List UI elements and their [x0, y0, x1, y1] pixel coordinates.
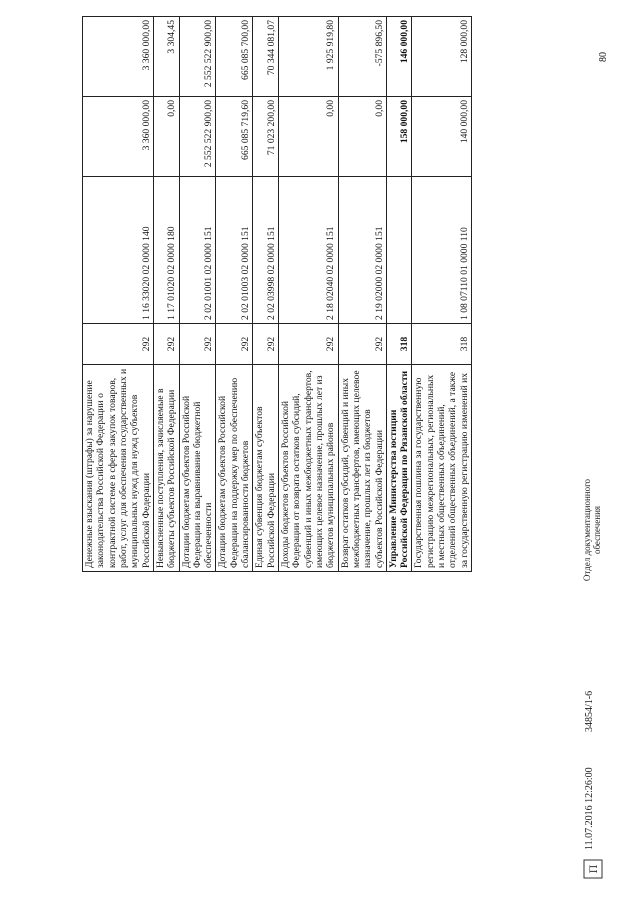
registration-stamp-icon	[582, 858, 607, 880]
admin-code-cell: 292	[253, 324, 279, 365]
table-row	[279, 17, 339, 572]
page-footer	[582, 480, 632, 880]
planned-value-cell: 0,00	[279, 97, 339, 177]
revenue-table	[82, 16, 472, 572]
document-id: 34854/1-6	[584, 690, 595, 732]
row-name-cell: Управление Министерства юстиции Российской Федерации по Рязанской области	[386, 365, 412, 572]
row-name-cell: Невыясненные поступления, зачисляемые в бюджеты субъектов Российской Федерации	[153, 365, 179, 572]
admin-code-cell: 292	[279, 324, 339, 365]
planned-value-cell: 158 000,00	[386, 97, 412, 177]
budget-code-cell: 1 08 07110 01 0000 110	[412, 177, 472, 324]
row-name-cell: Дотации бюджетам субъектов Российской Федерации на выравнивание бюджетной обеспеченности	[179, 365, 216, 572]
executed-value-cell: 665 085 700,00	[216, 17, 253, 97]
admin-code-cell: 318	[386, 324, 412, 365]
admin-code-cell: 318	[412, 324, 472, 365]
table-row	[153, 17, 179, 572]
row-name-cell: Денежные взыскания (штрафы) за нарушение законодательства Российской Федерации о контрактной системе в сфере закупок товаров, работ, услуг для обеспечения государственных и муниципальных нужд для нужд субъектов Российской Федерации	[83, 365, 154, 572]
planned-value-cell: 2 552 522 900,00	[179, 97, 216, 177]
executed-value-cell: 146 000,00	[386, 17, 412, 97]
row-name-cell: Дотации бюджетам субъектов Российской Федерации на поддержку мер по обеспечению сбалансированности бюджетов	[216, 365, 253, 572]
row-name-cell: Государственная пошлина за государственную регистрацию межрегиональных, региональных и местных общественных объединений, отделений общественных объединений, а также за государственную регистрацию изменений их	[412, 365, 472, 572]
admin-code-cell: 292	[338, 324, 386, 365]
row-name-cell: Доходы бюджетов субъектов Российской Федерации от возврата остатков субсидий, субвенций и иных межбюджетных трансфертов, имеющих целевое назначение, прошлых лет из бюджетов муниципальных районов	[279, 365, 339, 572]
executed-value-cell: 70 344 081,07	[253, 17, 279, 97]
planned-value-cell: 71 023 200,00	[253, 97, 279, 177]
budget-code-cell: 2 18 02040 02 0000 151	[279, 177, 339, 324]
row-name-cell: Единая субвенция бюджетам субъектов Российской Федерации	[253, 365, 279, 572]
admin-code-cell: 292	[216, 324, 253, 365]
table-row	[338, 17, 386, 572]
planned-value-cell: 140 000,00	[412, 97, 472, 177]
planned-value-cell: 665 085 719,60	[216, 97, 253, 177]
planned-value-cell: 0,00	[338, 97, 386, 177]
planned-value-cell: 0,00	[153, 97, 179, 177]
budget-code-cell: 1 16 33020 02 0000 140	[83, 177, 154, 324]
print-timestamp: 11.07.2016 12:26:00	[584, 767, 595, 850]
table-row	[83, 17, 154, 572]
table-row	[412, 17, 472, 572]
revenue-table-body	[83, 17, 472, 572]
table-row	[253, 17, 279, 572]
stamp-letter: П	[589, 864, 600, 874]
executed-value-cell: 3 360 000,00	[83, 17, 154, 97]
row-name-cell: Возврат остатков субсидий, субвенций и иных межбюджетных трансфертов, имеющих целевое назначение, прошлых лет из бюджетов субъектов Российской Федерации	[338, 365, 386, 572]
budget-code-cell: 1 17 01020 02 0000 180	[153, 177, 179, 324]
page-number: 80	[598, 52, 609, 62]
executed-value-cell: -575 896,50	[338, 17, 386, 97]
budget-code-cell: 2 19 02000 02 0000 151	[338, 177, 386, 324]
admin-code-cell: 292	[153, 324, 179, 365]
executed-value-cell: 128 000,00	[412, 17, 472, 97]
department-stamp: Отдел документационного обеспечения	[582, 478, 603, 582]
rotated-page-content	[82, 20, 562, 572]
table-row	[386, 17, 412, 572]
executed-value-cell: 3 304,45	[153, 17, 179, 97]
executed-value-cell: 2 552 522 900,00	[179, 17, 216, 97]
table-row	[179, 17, 216, 572]
table-row	[216, 17, 253, 572]
admin-code-cell: 292	[179, 324, 216, 365]
budget-code-cell: 2 02 03998 02 0000 151	[253, 177, 279, 324]
planned-value-cell: 3 360 000,00	[83, 97, 154, 177]
executed-value-cell: 1 925 919,80	[279, 17, 339, 97]
budget-code-cell	[386, 177, 412, 324]
admin-code-cell: 292	[83, 324, 154, 365]
budget-code-cell: 2 02 01001 02 0000 151	[179, 177, 216, 324]
budget-code-cell: 2 02 01003 02 0000 151	[216, 177, 253, 324]
